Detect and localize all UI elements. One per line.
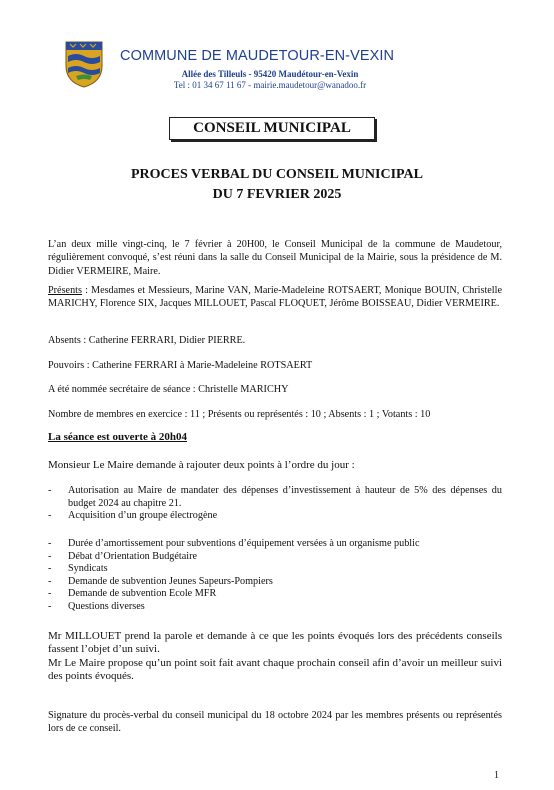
list-item: - Syndicats bbox=[48, 563, 502, 576]
coat-of-arms-logo bbox=[64, 40, 104, 88]
absents-line: Absents : Catherine FERRARI, Didier PIERRE. bbox=[48, 335, 246, 346]
commune-name: COMMUNE DE MAUDETOUR-EN-VEXIN bbox=[120, 48, 395, 64]
council-label-box: CONSEIL MUNICIPAL bbox=[169, 117, 375, 140]
presents-list: : Mesdames et Messieurs, Marine VAN, Marie-Madeleine ROTSAERT, Monique BOUIN, Christelle MARICHY, Florence SIX, Jacques MILLOUET, Pascal FLOQUET, Jérôme BOISSEAU, Didier VERMEIRE. bbox=[48, 285, 502, 310]
secretaire-line: A été nommée secrétaire de séance : Christelle MARICHY bbox=[48, 384, 289, 395]
millouet-paragraph: Mr MILLOUET prend la parole et demande à ce que les points évoqués lors des précédents conseils fassent l’objet d’un suivi. bbox=[48, 630, 502, 656]
list-item: - Durée d’amortissement pour subventions d’équipement versées à un organisme public bbox=[48, 538, 502, 551]
maire-request-line: Monsieur Le Maire demande à rajouter deux points à l’ordre du jour : bbox=[48, 459, 355, 471]
intro-paragraph: L’an deux mille vingt-cinq, le 7 février à 20H00, le Conseil Municipal de la commune de Maudetour, régulièrement convoqué, s’est réuni dans la salle du Conseil Municipal de la Mairie, sous la présidence de M. Didier VERMEIRE, Maire. bbox=[48, 239, 502, 277]
maire-proposal-paragraph: Mr Le Maire propose qu’un point soit fait avant chaque prochain conseil afin d’avoir un meilleur suivi des points évoqués. bbox=[48, 657, 502, 683]
list-item: - Demande de subvention Jeunes Sapeurs-Pompiers bbox=[48, 576, 502, 589]
membres-line: Nombre de membres en exercice : 11 ; Présents ou représentés : 10 ; Absents : 1 ; Votants : 10 bbox=[48, 409, 431, 420]
commune-contact: Tel : 01 34 67 11 67 - mairie.maudetour@wanadoo.fr bbox=[173, 80, 367, 90]
list-item: - Demande de subvention Ecole MFR bbox=[48, 588, 502, 601]
presents-label: Présents bbox=[48, 285, 82, 296]
agenda-list bbox=[48, 538, 502, 614]
minutes-title: PROCES VERBAL DU CONSEIL MUNICIPAL bbox=[131, 167, 423, 182]
commune-address: Allée des Tilleuls - 95420 Maudétour-en-Vexin bbox=[181, 69, 359, 79]
added-agenda-list bbox=[48, 485, 502, 523]
minutes-date: DU 7 FEVRIER 2025 bbox=[212, 187, 342, 202]
page-number: 1 bbox=[494, 770, 499, 781]
list-item: - Autorisation au Maire de mandater des dépenses d’investissement à hauteur de 5% des dépenses du budget 2024 au chapitre 21. bbox=[48, 485, 502, 510]
signature-paragraph: Signature du procès-verbal du conseil municipal du 18 octobre 2024 par les membres présents ou représentés lors de ce conseil. bbox=[48, 710, 502, 735]
seance-heading: La séance est ouverte à 20h04 bbox=[48, 431, 188, 443]
list-item: - Acquisition d’un groupe électrogène bbox=[48, 510, 502, 523]
pouvoirs-line: Pouvoirs : Catherine FERRARI à Marie-Madeleine ROTSAERT bbox=[48, 360, 313, 371]
presents-paragraph bbox=[48, 284, 502, 311]
list-item: - Débat d’Orientation Budgétaire bbox=[48, 551, 502, 564]
list-item: - Questions diverses bbox=[48, 601, 502, 614]
